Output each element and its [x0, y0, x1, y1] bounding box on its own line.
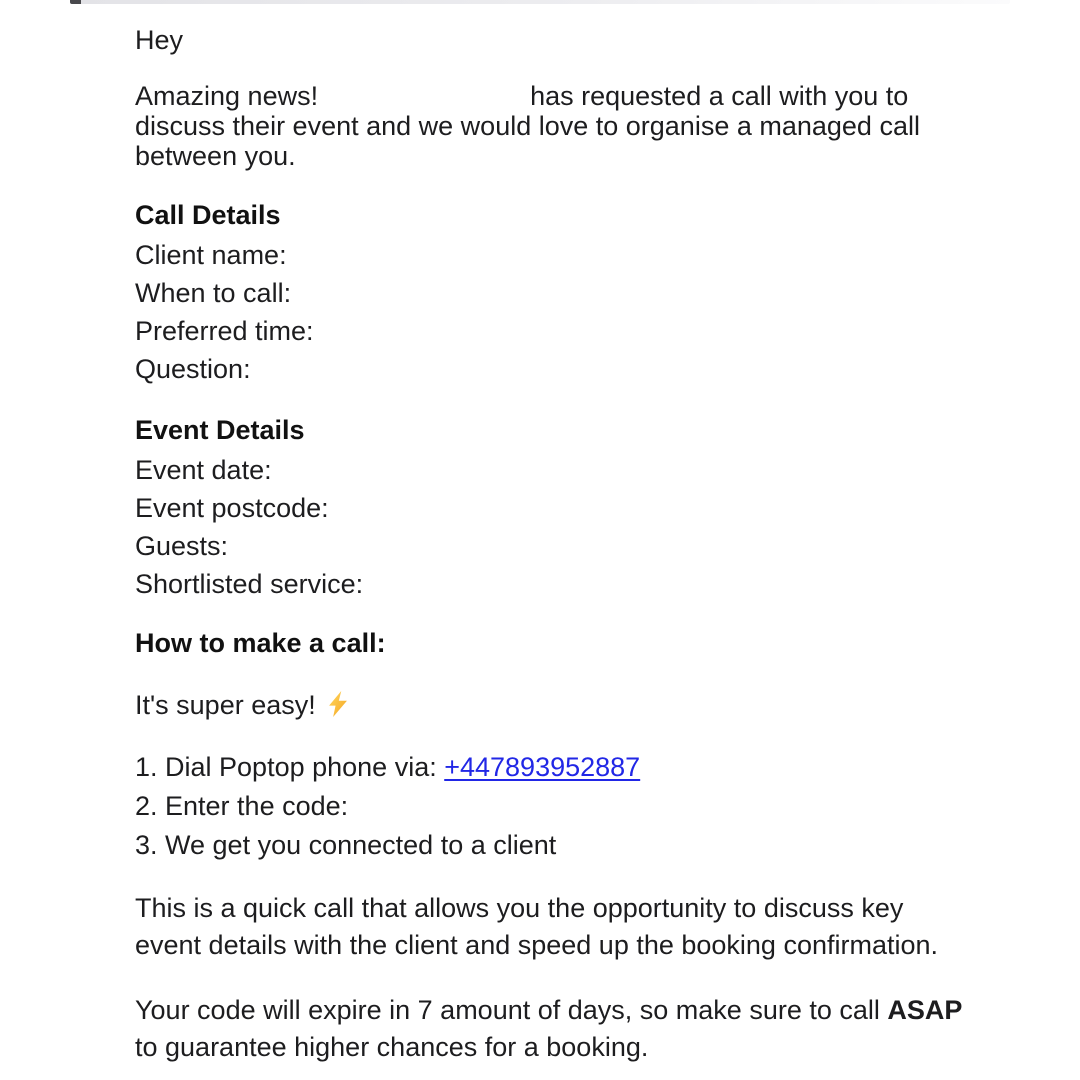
closing2-text: Your code will expire in 7 amount of days, so make sure to call	[135, 995, 888, 1025]
call-detail-preferred-time: Preferred time:	[135, 316, 314, 346]
intro-paragraph	[135, 81, 965, 171]
event-detail-guests: Guests:	[135, 531, 229, 561]
call-steps-list	[135, 748, 965, 865]
how-to-heading: How to make a call:	[135, 628, 386, 658]
event-detail-shortlisted-service: Shortlisted service:	[135, 569, 364, 599]
client-name-redacted	[318, 104, 530, 105]
call-detail-question: Question:	[135, 354, 251, 384]
greeting: Hey	[135, 25, 184, 55]
call-details-heading: Call Details	[135, 200, 281, 230]
closing-paragraph-2	[135, 992, 965, 1066]
event-detail-date: Event date:	[135, 455, 272, 485]
closing2-line2: to guarantee higher chances for a booking.	[135, 1032, 649, 1062]
closing-paragraph-1	[135, 890, 965, 964]
cutoff-container-edge	[70, 0, 1010, 4]
tagline	[135, 690, 965, 720]
event-details-heading: Event Details	[135, 415, 305, 445]
step-dial-phone: 1. Dial Poptop phone via: +447893952887	[135, 752, 641, 782]
event-details-list	[135, 451, 965, 603]
lightning-bolt-icon	[325, 690, 351, 718]
intro-after-name: has requested a call with you to	[530, 81, 909, 111]
tagline-text: It's super easy!	[135, 690, 316, 720]
event-detail-postcode: Event postcode:	[135, 493, 329, 523]
call-detail-when-to-call: When to call:	[135, 278, 292, 308]
call-details-list	[135, 236, 965, 388]
intro-before-name: Amazing news!	[135, 81, 319, 111]
closing1-line1: This is a quick call that allows you the opportunity to discuss key	[135, 893, 904, 923]
step-enter-code: 2. Enter the code:	[135, 791, 349, 821]
intro-line3: between you.	[135, 141, 296, 171]
step-get-connected: 3. We get you connected to a client	[135, 830, 557, 860]
call-detail-client-name: Client name:	[135, 240, 287, 270]
asap-emphasis: ASAP	[887, 995, 963, 1025]
intro-line2: discuss their event and we would love to organise a managed call	[135, 111, 920, 141]
phone-number-link[interactable]: +447893952887	[444, 752, 641, 782]
closing1-line2: event details with the client and speed up the booking confirmation.	[135, 930, 939, 960]
